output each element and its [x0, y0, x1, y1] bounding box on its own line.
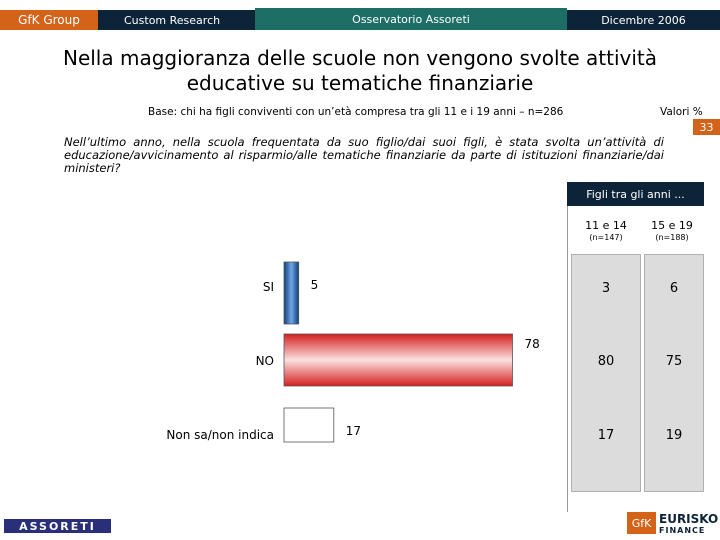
gfk-group-label: GfK Group — [0, 10, 98, 30]
category-label-si: SI — [262, 280, 274, 294]
column-n-15-19: (n=188) — [655, 233, 689, 242]
date-label: Dicembre 2006 — [567, 10, 720, 30]
cell-15-19-no: 75 — [665, 354, 683, 369]
column-header-11-14 — [571, 220, 641, 244]
cell-11-14-no: 80 — [597, 354, 615, 369]
cell-11-14-si: 3 — [601, 281, 611, 296]
column-15-19 — [644, 254, 704, 492]
cell-15-19-non-sa: 19 — [665, 428, 683, 443]
sample-base-note: Base: chi ha figli conviventi con un’età compresa tra gli 11 e i 19 anni – n=286 — [148, 106, 564, 118]
column-label-15-19: 15 e 19 — [651, 219, 693, 232]
finance-text: FINANCE — [659, 526, 706, 535]
page-number-badge: 33 — [693, 119, 720, 135]
custom-research-label: Custom Research — [98, 10, 255, 30]
eurisko-finance-logo — [659, 514, 718, 536]
cell-15-19-si: 6 — [669, 281, 679, 296]
survey-question: Nell’ultimo anno, nella scuola frequentata da suo figlio/dai suoi figli, è stata svolta un’attività di educazione/avvicinamento al risparmio/alle tematiche finanziarie da parte di istituzioni finanziarie/dai ministeri? — [64, 135, 664, 175]
eurisko-text: EURISKO — [659, 512, 719, 526]
bar-value-non-sa: 17 — [345, 424, 362, 438]
table-divider-left — [567, 206, 568, 512]
column-label-11-14: 11 e 14 — [585, 219, 627, 232]
bar-no — [284, 334, 513, 386]
bar-non-sa — [284, 408, 334, 442]
bar-si — [284, 262, 299, 324]
cell-11-14-non-sa: 17 — [597, 428, 615, 443]
column-header-15-19 — [642, 220, 702, 244]
page-title: Nella maggioranza delle scuole non vengono svolte attività educative su tematiche finanziarie — [62, 46, 657, 95]
column-11-14 — [571, 254, 641, 492]
gfk-logo: GfK — [627, 512, 656, 534]
assoreti-logo: ASSORETI — [4, 519, 111, 533]
category-label-non-sa: Non sa/non indica — [166, 428, 274, 442]
column-n-11-14: (n=147) — [589, 233, 623, 242]
bar-value-si: 5 — [310, 278, 319, 292]
category-label-no: NO — [255, 354, 274, 368]
observatory-label: Osservatorio Assoreti — [255, 8, 567, 30]
age-group-header: Figli tra gli anni ... — [567, 182, 704, 206]
bar-value-no: 78 — [524, 337, 540, 351]
units-label: Valori % — [660, 106, 703, 118]
